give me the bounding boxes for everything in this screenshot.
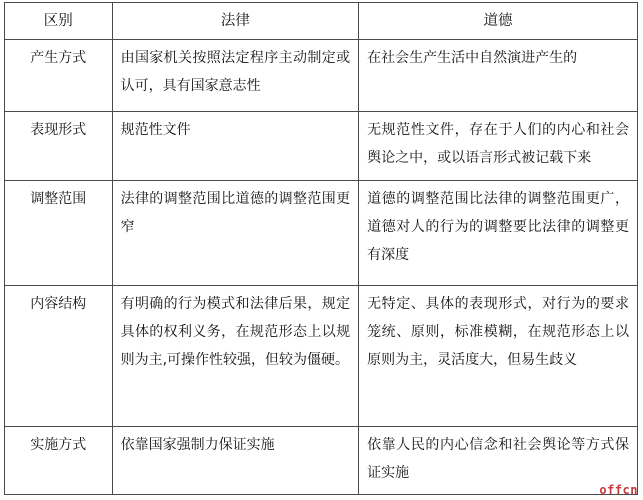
row-origin-law: 由国家机关按照法定程序主动制定或认可，具有国家意志性 [112, 40, 359, 112]
header-law: 法律 [112, 3, 359, 40]
header-difference: 区别 [5, 3, 113, 40]
row-structure-law: 有明确的行为模式和法律后果，规定具体的权利义务，在规范形态上以规则为主,可操作性较强，但较为僵硬。 [112, 286, 359, 427]
row-origin-morality: 在社会生产生活中自然演进产生的 [359, 40, 638, 112]
row-enforcement-morality: 依靠人民的内心信念和社会舆论等方式保证实施 [359, 427, 638, 495]
row-structure-morality: 无特定、具体的表现形式，对行为的要求笼统、原则，标准模糊，在规范形态上以原则为主，灵活度大，但易生歧义 [359, 286, 638, 427]
row-enforcement [5, 427, 638, 495]
offcn-watermark: offcn [599, 483, 638, 497]
row-form-category: 表现形式 [5, 112, 113, 181]
row-form-morality: 无规范性文件，存在于人们的内心和社会舆论之中，或以语言形式被记载下来 [359, 112, 638, 181]
row-origin-category: 产生方式 [5, 40, 113, 112]
row-enforcement-category: 实施方式 [5, 427, 113, 495]
header-row [5, 3, 638, 40]
row-scope-morality: 道德的调整范围比法律的调整范围更广，道德对人的行为的调整要比法律的调整更有深度 [359, 181, 638, 286]
row-form [5, 112, 638, 181]
row-scope-law: 法律的调整范围比道德的调整范围更窄 [112, 181, 359, 286]
row-enforcement-law: 依靠国家强制力保证实施 [112, 427, 359, 495]
row-scope [5, 181, 638, 286]
row-structure [5, 286, 638, 427]
row-structure-category: 内容结构 [5, 286, 113, 427]
row-form-law: 规范性文件 [112, 112, 359, 181]
comparison-table [4, 2, 638, 495]
row-origin [5, 40, 638, 112]
header-morality: 道德 [359, 3, 638, 40]
row-scope-category: 调整范围 [5, 181, 113, 286]
